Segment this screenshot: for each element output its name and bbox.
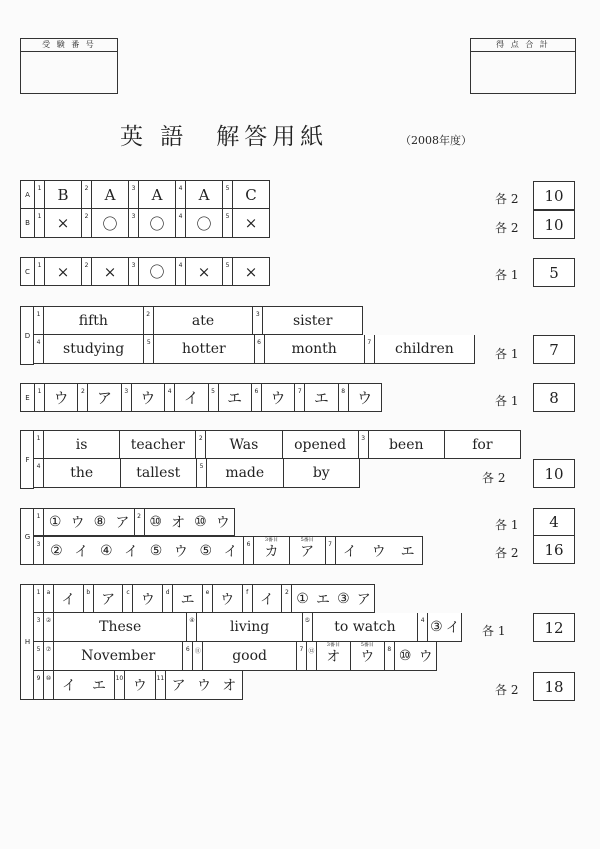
answer-value[interactable]: ウ <box>196 678 211 694</box>
order-note: 3番目 <box>326 642 340 648</box>
answer-value[interactable]: ウ <box>132 678 147 694</box>
order-note: 3番目 <box>264 537 279 543</box>
answer-value[interactable]: エ <box>313 389 329 407</box>
answer-number: 4 <box>34 459 44 487</box>
answer-number: 3 <box>129 181 139 208</box>
answer-value[interactable]: イ <box>223 543 238 560</box>
answer-number: 6 <box>183 642 193 670</box>
answer-value[interactable]: ウ <box>270 389 286 407</box>
answer-value[interactable]: エ <box>315 591 330 608</box>
score-box[interactable]: 10 <box>533 181 575 210</box>
answer-value[interactable]: 〇 <box>196 214 212 233</box>
section-h-row-3 <box>33 642 437 671</box>
points-each: 各 2 <box>495 221 519 235</box>
answer-number: 11 <box>156 671 166 699</box>
answer-value[interactable]: イ <box>183 389 199 407</box>
answer-number: 4 <box>34 335 44 363</box>
answer-text: ウ <box>360 649 375 665</box>
answer-value[interactable]: オ <box>171 515 186 531</box>
section-label: C <box>21 258 35 285</box>
answer-number: 5 <box>144 335 154 363</box>
order-note: 5番目 <box>360 642 374 648</box>
answer-value[interactable]: エ <box>227 389 243 407</box>
points-each: 各 1 <box>495 518 519 532</box>
answer-number: 2 <box>144 307 154 334</box>
question-marker: ⑩ <box>194 514 207 530</box>
answer-value[interactable]: イ <box>342 543 357 560</box>
sub-label: a <box>44 585 54 612</box>
answer-number: 7 <box>295 384 305 411</box>
year-label: （2008年度） <box>400 134 472 147</box>
answer-value[interactable]: ウ <box>213 585 243 612</box>
answer-number: 4 <box>165 384 175 411</box>
answer-number: 2 <box>282 585 292 612</box>
answer-value[interactable]: イ <box>445 620 460 636</box>
sub-label: f <box>243 585 253 612</box>
section-d-row-2 <box>33 335 475 364</box>
answer-number: 1 <box>35 384 45 411</box>
answer-value[interactable]: オ <box>222 678 237 694</box>
question-marker: ② <box>50 542 63 559</box>
answer-text: カ <box>264 543 279 560</box>
exam-number-box[interactable] <box>20 38 118 94</box>
score-box[interactable]: 16 <box>533 535 575 564</box>
question-marker: ③ <box>430 619 443 635</box>
answer-number: 1 <box>34 509 44 535</box>
answer-value[interactable]: イ <box>124 543 139 560</box>
score-box[interactable]: 12 <box>533 613 575 642</box>
question-marker: ⑤ <box>149 542 163 559</box>
answer-value[interactable]: ウ <box>133 585 163 612</box>
answer-number: 2 <box>135 509 145 535</box>
answer-number: 1 <box>34 585 44 612</box>
answer-value[interactable]: ア <box>97 389 113 407</box>
answer-number: 1 <box>34 307 44 334</box>
section-g-row-1 <box>33 508 235 536</box>
question-marker: ⑩ <box>398 648 412 664</box>
section-label: D <box>20 306 34 365</box>
answer-value[interactable]: children <box>394 341 454 357</box>
answer-number: 2 <box>82 209 92 237</box>
score-box[interactable]: 8 <box>533 383 575 412</box>
answer-number: 5 <box>197 459 207 487</box>
answer-number: 5 <box>223 209 233 237</box>
order-note: 5番目 <box>300 537 314 543</box>
answer-value[interactable]: ウ <box>173 543 188 560</box>
answer-value[interactable]: ウ <box>215 515 230 531</box>
answer-number: 3 <box>253 307 263 334</box>
answer-text: オ <box>326 649 341 665</box>
sub-label: d <box>163 585 173 612</box>
answer-value[interactable]: ア <box>94 585 124 612</box>
answer-value[interactable]: opened <box>294 436 347 453</box>
points-each: 各 2 <box>495 546 519 560</box>
section-h-row-2 <box>33 613 462 642</box>
question-marker: ⑦ <box>44 642 54 670</box>
answer-number: 10 <box>115 671 125 699</box>
answer-value[interactable]: is <box>44 431 120 458</box>
question-marker: ⑧ <box>93 514 107 530</box>
exam-number-label: 受 験 番 号 <box>21 39 117 52</box>
answer-number: 3 <box>359 431 369 458</box>
answer-value[interactable]: イ <box>260 591 275 608</box>
question-marker: ⑩ <box>149 514 162 530</box>
section-label: E <box>21 384 35 411</box>
section-c-row <box>20 257 270 286</box>
score-box[interactable]: 10 <box>533 210 575 239</box>
answer-number: 4 <box>418 613 428 641</box>
answer-number: 3 <box>122 384 132 411</box>
total-score-label: 得 点 合 計 <box>471 39 575 52</box>
answer-value[interactable]: × <box>56 214 70 232</box>
sub-label: b <box>84 585 94 612</box>
answer-number: 5 <box>34 642 44 670</box>
answer-value[interactable]: C <box>245 185 257 204</box>
answer-value[interactable]: good <box>232 648 267 664</box>
answer-number: 7 <box>297 642 307 670</box>
page-title: 英 語 解答用紙 <box>120 124 329 150</box>
answer-value[interactable]: been <box>369 431 445 458</box>
answer-value[interactable]: ウ <box>357 389 373 407</box>
answer-number: 2 <box>196 431 206 458</box>
answer-value[interactable]: studying <box>63 341 125 357</box>
answer-value[interactable]: ア <box>171 678 186 694</box>
answer-value[interactable]: イ <box>74 543 89 560</box>
answer-value[interactable]: 〇 <box>149 263 165 281</box>
answer-number: 3 <box>129 258 139 285</box>
section-e-row <box>20 383 382 412</box>
score-box[interactable]: 5 <box>533 258 575 287</box>
sub-label: e <box>203 585 213 612</box>
question-marker: ④ <box>187 613 197 641</box>
answer-number: 7 <box>326 537 336 564</box>
question-marker: ⑪ <box>193 642 203 670</box>
answer-number: 1 <box>35 258 45 285</box>
question-marker: ① <box>296 590 309 607</box>
answer-value[interactable]: エ <box>91 678 106 694</box>
answer-number: 7 <box>365 335 375 363</box>
answer-value[interactable]: ウ <box>53 389 69 407</box>
answer-value[interactable]: エ <box>173 585 203 612</box>
answer-value[interactable]: made <box>207 459 284 487</box>
section-b-row <box>20 209 270 238</box>
answer-number: 9 <box>34 671 44 699</box>
points-each: 各 1 <box>482 624 506 638</box>
answer-number: 6 <box>252 384 262 411</box>
answer-value[interactable]: ウ <box>140 389 156 407</box>
sub-label: c <box>123 585 133 612</box>
score-box[interactable]: 7 <box>533 335 575 364</box>
answer-number: 1 <box>35 209 45 237</box>
answer-value[interactable]: × <box>103 262 117 281</box>
section-label: H <box>20 584 34 700</box>
answer-value[interactable] <box>317 642 351 670</box>
answer-value[interactable]: to watch <box>334 619 396 635</box>
answer-value[interactable]: 〇 <box>149 214 165 233</box>
section-label: F <box>20 430 34 489</box>
section-label: A <box>21 181 35 208</box>
question-marker: ⑤ <box>303 613 313 641</box>
answer-value[interactable]: These <box>99 619 142 635</box>
section-d-row-1 <box>33 306 363 335</box>
answer-value[interactable]: for <box>472 436 493 453</box>
points-each: 各 1 <box>495 347 519 361</box>
answer-number: 8 <box>339 384 349 411</box>
answer-value[interactable]: ウ <box>70 515 85 531</box>
answer-value[interactable]: ア <box>356 591 371 608</box>
section-label: B <box>21 209 35 237</box>
section-h-row-4 <box>33 671 243 700</box>
answer-text: ア <box>300 543 315 560</box>
answer-number: 4 <box>176 209 186 237</box>
answer-value[interactable]: 〇 <box>102 214 118 233</box>
points-each: 各 1 <box>495 394 519 408</box>
answer-number: 2 <box>78 384 88 411</box>
section-f-row-1 <box>33 430 521 459</box>
answer-number: 3 <box>34 537 44 564</box>
answer-value[interactable]: Was <box>206 431 282 458</box>
section-h-row-1 <box>33 584 375 613</box>
answer-value[interactable]: エ <box>400 543 415 560</box>
answer-value[interactable] <box>254 537 290 564</box>
answer-value[interactable]: November <box>81 648 156 664</box>
answer-value[interactable]: × <box>56 262 70 281</box>
answer-value[interactable]: fifth <box>78 312 108 329</box>
answer-value[interactable]: A <box>198 185 210 204</box>
question-marker: ② <box>44 613 54 641</box>
question-marker: ① <box>48 514 62 530</box>
question-marker: ④ <box>99 542 113 559</box>
answer-value[interactable]: ウ <box>371 543 386 560</box>
points-each: 各 1 <box>495 268 519 282</box>
answer-number: 4 <box>176 258 186 285</box>
section-label: G <box>20 508 34 565</box>
answer-value[interactable]: by <box>312 465 330 481</box>
answer-value[interactable]: living <box>229 619 270 635</box>
answer-value[interactable]: A <box>104 185 116 204</box>
score-box[interactable]: 18 <box>533 672 575 701</box>
answer-number: 5 <box>209 384 219 411</box>
question-marker: ⑫ <box>307 642 317 670</box>
answer-number: 5 <box>223 181 233 208</box>
answer-value[interactable] <box>351 642 384 670</box>
answer-value[interactable]: イ <box>61 678 76 694</box>
section-f-row-2 <box>33 459 360 488</box>
score-box[interactable]: 10 <box>533 459 575 488</box>
answer-number: 8 <box>385 642 395 670</box>
answer-value[interactable]: ウ <box>418 649 433 665</box>
answer-number: 6 <box>255 335 265 363</box>
question-marker: ⑩ <box>44 671 54 699</box>
section-a-row <box>20 180 270 209</box>
answer-value[interactable]: tallest <box>136 465 181 481</box>
answer-value[interactable]: B <box>57 185 69 204</box>
answer-number: 6 <box>244 537 254 564</box>
answer-value[interactable]: × <box>244 262 258 281</box>
answer-value[interactable]: × <box>197 262 211 281</box>
answer-number: 1 <box>34 431 44 458</box>
question-marker: ③ <box>337 590 350 607</box>
answer-value[interactable]: イ <box>54 585 84 612</box>
answer-number: 3 <box>129 209 139 237</box>
points-each: 各 2 <box>495 683 519 697</box>
answer-value[interactable]: sister <box>292 312 333 329</box>
answer-value[interactable]: teacher <box>130 436 185 453</box>
answer-value[interactable]: the <box>44 459 121 487</box>
answer-value[interactable]: ate <box>191 312 215 329</box>
answer-number: 2 <box>82 258 92 285</box>
answer-value[interactable]: ア <box>115 515 130 531</box>
answer-number: 1 <box>35 181 45 208</box>
answer-value[interactable]: hotter <box>182 341 226 357</box>
answer-value[interactable] <box>290 537 325 564</box>
score-box[interactable]: 4 <box>533 508 575 536</box>
answer-number: 4 <box>176 181 186 208</box>
answer-value[interactable]: × <box>244 214 258 232</box>
answer-number: 2 <box>82 181 92 208</box>
answer-value[interactable]: month <box>291 341 337 357</box>
points-each: 各 2 <box>495 192 519 206</box>
answer-number: 5 <box>223 258 233 285</box>
answer-value[interactable]: A <box>151 185 163 204</box>
points-each: 各 2 <box>482 471 506 485</box>
section-g-row-2 <box>33 536 423 565</box>
answer-number: 3 <box>34 613 44 641</box>
total-score-box[interactable] <box>470 38 576 94</box>
question-marker: ⑤ <box>199 542 213 559</box>
